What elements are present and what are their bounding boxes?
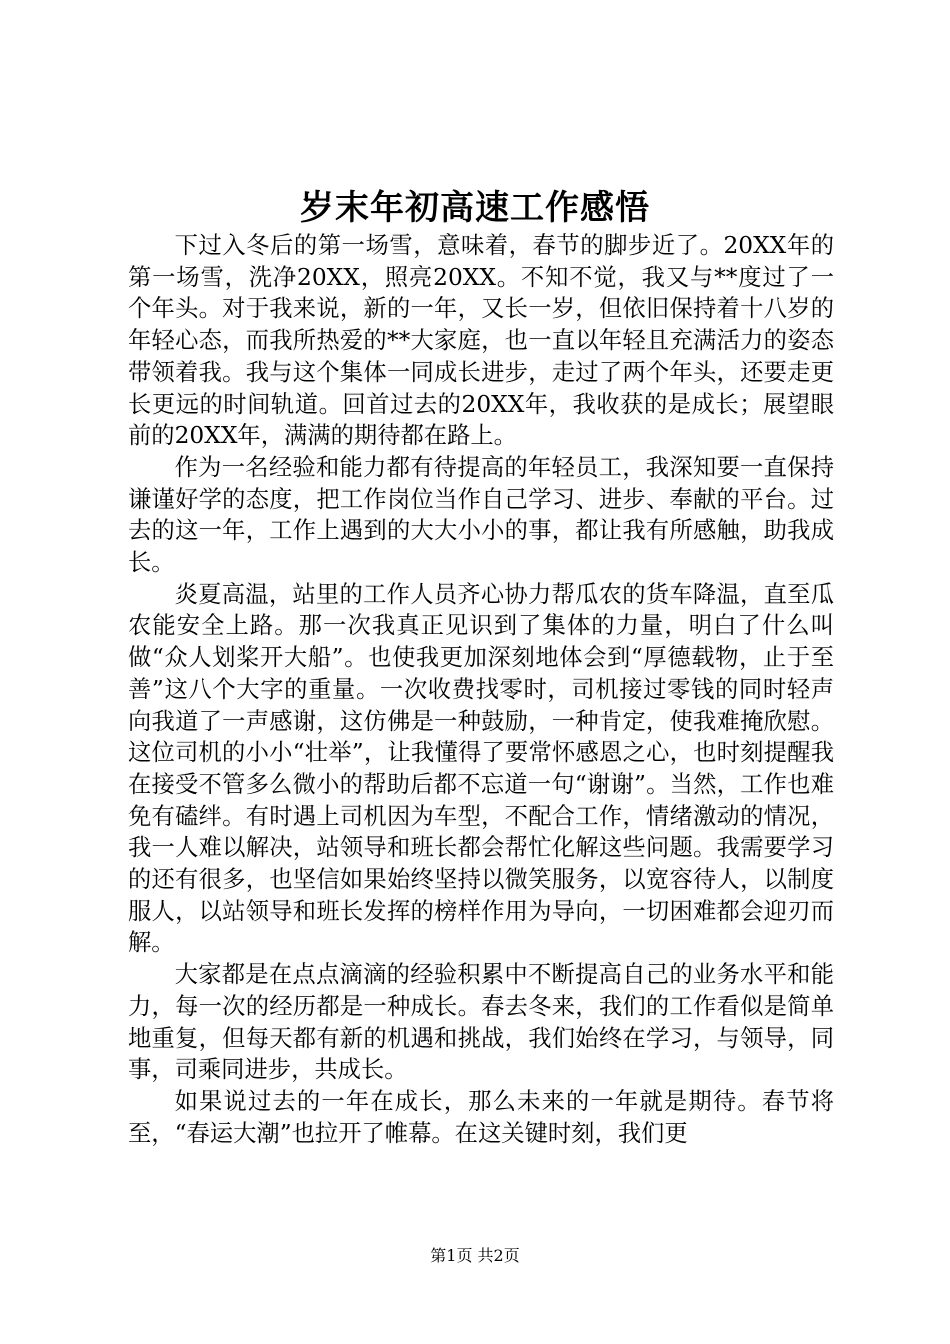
paragraph-4: 大家都是在点点滴滴的经验积累中不断提高自己的业务水平和能力，每一次的经历都是一种成长。春去冬来，我们的工作看似是简单地重复，但每天都有新的机遇和挑战，我们始终在学习，与领导，同事，司乘同进步，共成长。 bbox=[128, 961, 834, 1084]
document-title: 岁末年初高速工作感悟 bbox=[300, 188, 650, 228]
paragraph-3: 炎夏高温，站里的工作人员齐心协力帮瓜农的货车降温，直至瓜农能安全上路。那一次我真正见识到了集体的力量，明白了什么叫做“众人划桨开大船”。也使我更加深刻地体会到“厚德载物，止于至善”这八个大字的重量。一次收费找零时，司机接过零钱的同时轻声向我道了一声感谢，这仿佛是一种鼓励，一种肯定，使我难掩欣慰。这位司机的小小“壮举”，让我懂得了要常怀感恩之心，也时刻提醒我在接受不管多么微小的帮助后都不忘道一句“谢谢”。当然，工作也难免有磕绊。有时遇上司机因为车型，不配合工作，情绪激动的情况，我一人难以解决，站领导和班长都会帮忙化解这些问题。我需要学习的还有很多，也坚信如果始终坚持以微笑服务，以宽容待人，以制度服人，以站领导和班长发挥的榜样作用为导向，一切困难都会迎刃而解。 bbox=[128, 580, 834, 957]
page-number-footer: 第1页 共2页 bbox=[430, 1246, 520, 1265]
paragraph-5: 如果说过去的一年在成长，那么未来的一年就是期待。春节将至，“春运大潮”也拉开了帷幕。在这关键时刻，我们更 bbox=[128, 1087, 834, 1147]
paragraph-2: 作为一名经验和能力都有待提高的年轻员工，我深知要一直保持谦谨好学的态度，把工作岗位当作自己学习、进步、奉献的平台。过去的这一年，工作上遇到的大大小小的事，都让我有所感触，助我成长。 bbox=[128, 453, 834, 577]
paragraph-1: 下过入冬后的第一场雪，意味着，春节的脚步近了。20XX年的第一场雪，洗净20XX，照亮20XX。不知不觉，我又与**度过了一个年头。对于我来说，新的一年，又长一岁，但依旧保持着十八岁的年轻心态，而我所热爱的**大家庭，也一直以年轻且充满活力的姿态带领着我。我与这个集体一同成长进步，走过了两个年头，还要走更长更远的时间轨道。回首过去的20XX年，我收获的是成长；展望眼前的20XX年，满满的期待都在路上。 bbox=[128, 232, 834, 450]
document-body bbox=[128, 230, 834, 1149]
